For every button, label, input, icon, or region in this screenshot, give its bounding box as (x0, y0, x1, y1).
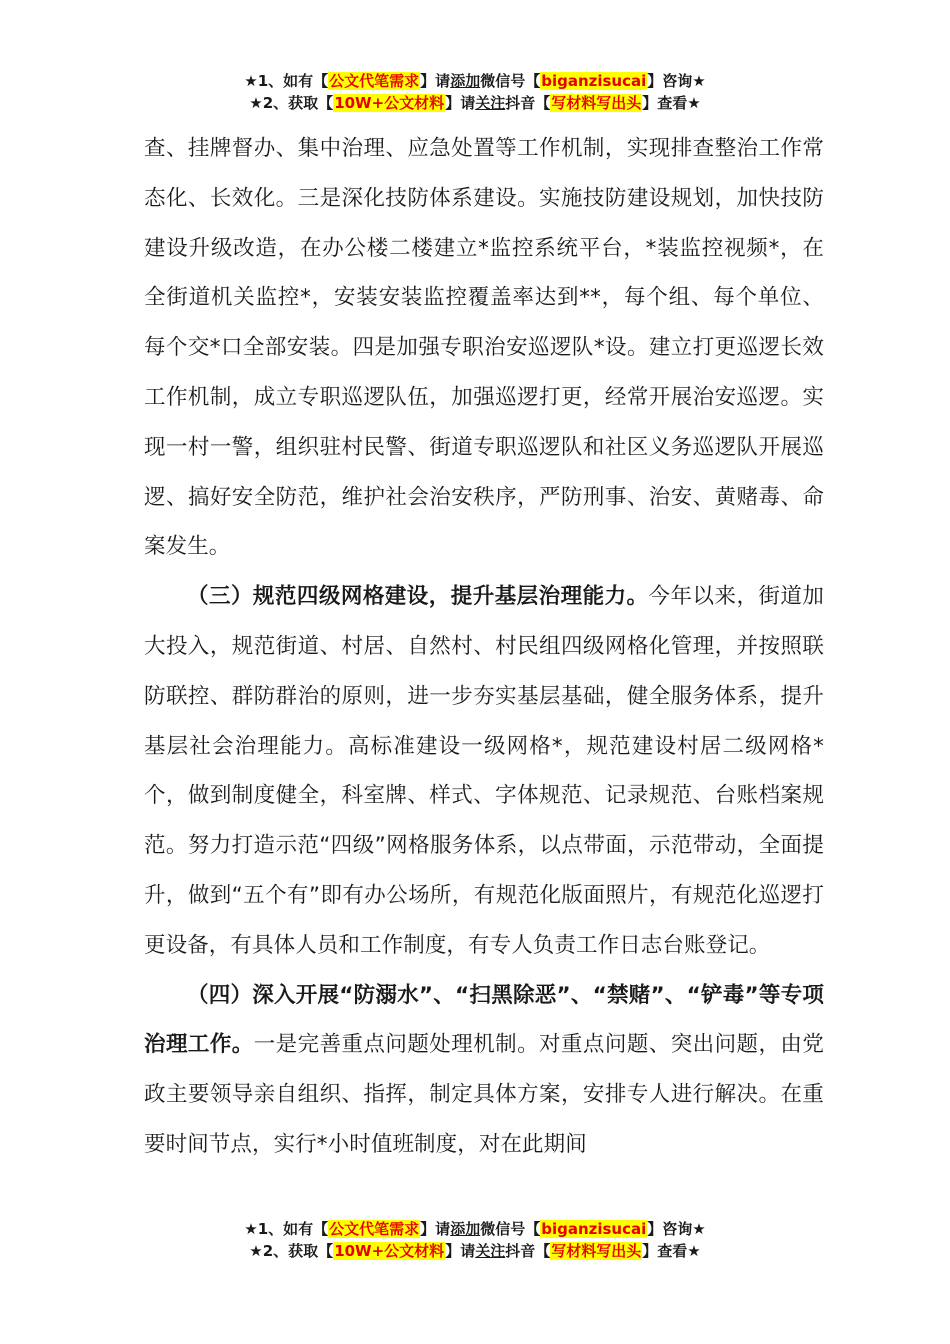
banner-text: 抖音【 (505, 94, 551, 112)
banner-underlined: 添加 (450, 1220, 481, 1238)
banner-line-1 (0, 1218, 950, 1240)
banner-underlined: 关注 (475, 1242, 506, 1260)
banner-highlight: 公文代笔需求 (329, 1220, 420, 1238)
banner-text: 】请 (445, 1242, 476, 1260)
banner-text: 】咨询★ (647, 72, 706, 90)
banner-highlight: 公文代笔需求 (329, 72, 420, 90)
paragraph-2 (144, 572, 824, 970)
banner-text: 】咨询★ (647, 1220, 706, 1238)
banner-line-2 (0, 92, 950, 114)
banner-text: 微信号【 (480, 72, 541, 90)
banner-text: 】查看★ (642, 94, 701, 112)
footer-banner (0, 1218, 950, 1262)
banner-highlight: 写材料写出头 (551, 1242, 642, 1260)
banner-highlight: biganzisucai (541, 72, 647, 90)
banner-text: 抖音【 (505, 1242, 551, 1260)
paragraph-3-text: 一是完善重点问题处理机制。对重点问题、突出问题，由党政主要领导亲自组织、指挥，制定具体方案，安排专人进行解决。在重要时间节点，实行*小时值班制度，对在此期间 (144, 1032, 824, 1157)
section-heading-3: （三）规范四级网格建设，提升基层治理能力。 (187, 584, 649, 610)
banner-text: 】请 (420, 1220, 451, 1238)
banner-highlight: 写材料写出头 (551, 94, 642, 112)
banner-text: ★1、如有【 (244, 1220, 329, 1238)
banner-text: ★2、获取【 (249, 94, 334, 112)
banner-line-2 (0, 1240, 950, 1262)
paragraph-2-text: 今年以来，街道加大投入，规范街道、村居、自然村、村民组四级网格化管理，并按照联防联控、群防群治的原则，进一步夯实基层基础，健全服务体系，提升基层社会治理能力。高标准建设一级网格*，规范建设村居二级网格*个，做到制度健全，科室牌、样式、字体规范、记录规范、台账档案规范。努力打造示范“四级”网格服务体系，以点带面，示范带动，全面提升，做到“五个有”即有办公场所，有规范化版面照片，有规范化巡逻打更设备，有具体人员和工作制度，有专人负责工作日志台账登记。 (144, 584, 824, 958)
banner-underlined: 关注 (475, 94, 506, 112)
banner-highlight: 10W+公文材料 (334, 1242, 445, 1260)
banner-text: ★1、如有【 (244, 72, 329, 90)
banner-underlined: 添加 (450, 72, 481, 90)
banner-highlight: 10W+公文材料 (334, 94, 445, 112)
paragraph-1: 查、挂牌督办、集中治理、应急处置等工作机制，实现排查整治工作常态化、长效化。三是深化技防体系建设。实施技防建设规划，加快技防建设升级改造，在办公楼二楼建立*监控系统平台，*装监控视频*，在全街道机关监控*，安装安装监控覆盖率达到**，每个组、每个单位、每个交*口全部安装。四是加强专职治安巡逻队*设。建立打更巡逻长效工作机制，成立专职巡逻队伍，加强巡逻打更，经常开展治安巡逻。实现一村一警，组织驻村民警、街道专职巡逻队和社区义务巡逻队开展巡逻、搞好安全防范，维护社会治安秩序，严防刑事、治安、黄赌毒、命案发生。 (144, 136, 824, 560)
banner-highlight: biganzisucai (541, 1220, 647, 1238)
paragraph-3 (144, 971, 824, 1170)
banner-text: 微信号【 (480, 1220, 541, 1238)
banner-text: 】查看★ (642, 1242, 701, 1260)
banner-line-1 (0, 70, 950, 92)
header-banner (0, 70, 950, 114)
banner-text: 】请 (445, 94, 476, 112)
document-body (144, 124, 824, 1170)
banner-text: 】请 (420, 72, 451, 90)
banner-text: ★2、获取【 (249, 1242, 334, 1260)
section-heading-4: （四）深入开展“防溺水”、“扫黑除恶”、“禁赌”、“铲毒”等专项治理工作。 (144, 982, 824, 1058)
